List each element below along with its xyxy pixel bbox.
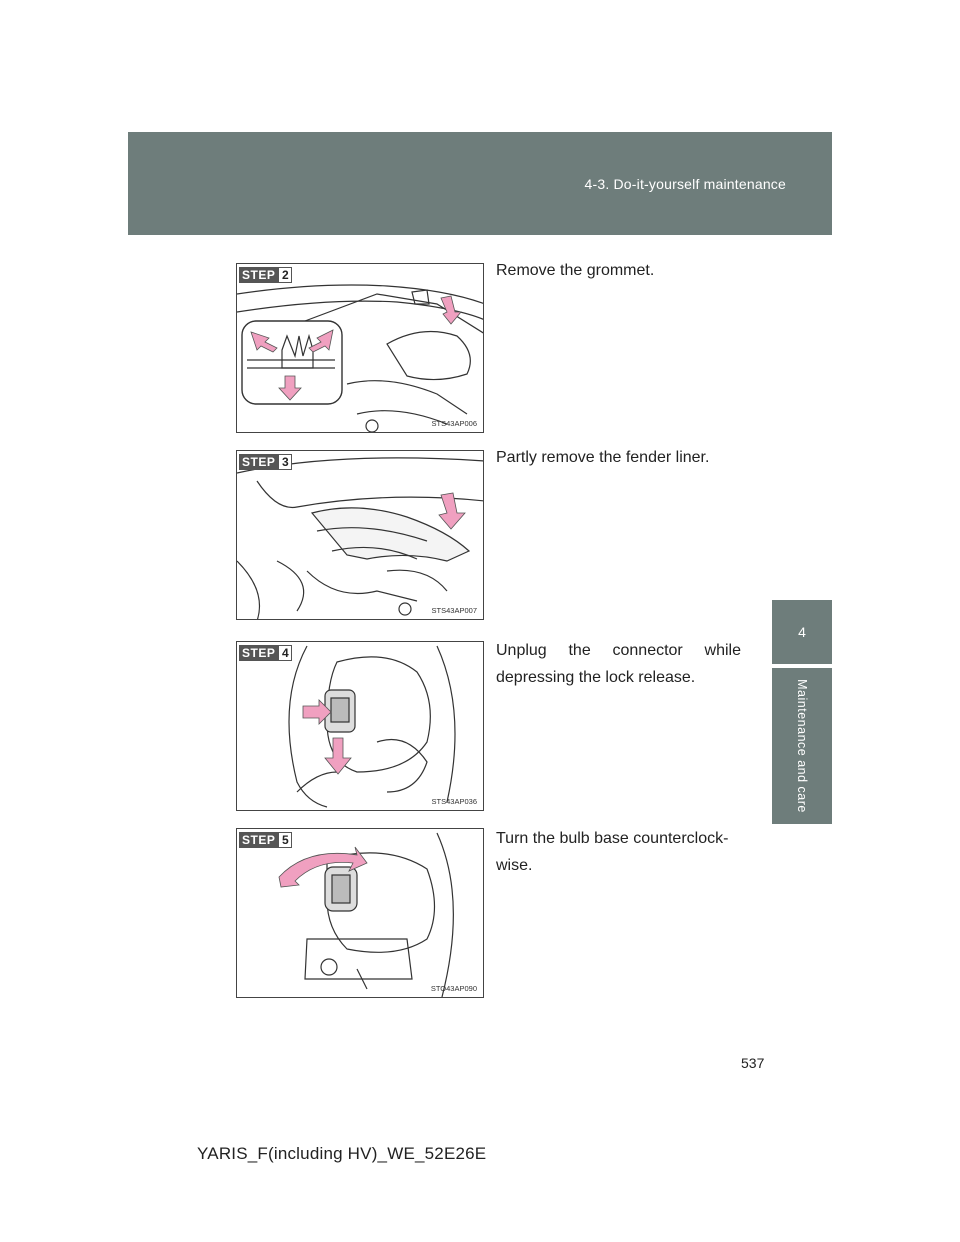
step-5-text: Turn the bulb base counterclock-wise. xyxy=(496,830,729,874)
figure-step-2 xyxy=(236,263,484,433)
chapter-tab-label-text: Maintenance and care xyxy=(795,679,809,813)
step-badge xyxy=(239,267,292,283)
bulb-base-illustration xyxy=(237,829,484,998)
step-3-text: Partly remove the fender liner. xyxy=(496,449,710,466)
step-2-text: Remove the grommet. xyxy=(496,262,655,279)
step-badge xyxy=(239,832,292,848)
step-number: 3 xyxy=(278,454,292,470)
step-number: 4 xyxy=(278,645,292,661)
page-number: 537 xyxy=(741,1055,765,1071)
figure-step-3 xyxy=(236,450,484,620)
step-4-text: Unplug the connector while depressing the lock release. xyxy=(496,642,741,686)
chapter-tab-label[interactable] xyxy=(772,668,832,824)
chapter-tab-number[interactable]: 4 xyxy=(772,600,832,664)
step-number: 5 xyxy=(278,832,292,848)
step-label: STEP xyxy=(239,645,278,661)
fender-liner-illustration xyxy=(237,451,484,620)
figure-step-5 xyxy=(236,828,484,998)
figure-code: STS43AP007 xyxy=(431,606,477,615)
figure-step-4 xyxy=(236,641,484,811)
figure-code: STO43AP090 xyxy=(430,984,477,993)
footer-document-code: YARIS_F(including HV)_WE_52E26E xyxy=(197,1144,487,1163)
step-label: STEP xyxy=(239,454,278,470)
header-band xyxy=(128,132,832,235)
step-badge xyxy=(239,454,292,470)
step-label: STEP xyxy=(239,832,278,848)
step-badge xyxy=(239,645,292,661)
step-label: STEP xyxy=(239,267,278,283)
figure-code: STS43AP006 xyxy=(431,419,477,428)
grommet-illustration xyxy=(237,264,484,433)
figure-code: STS43AP036 xyxy=(431,797,477,806)
connector-illustration xyxy=(237,642,484,811)
step-number: 2 xyxy=(278,267,292,283)
section-title: 4-3. Do-it-yourself maintenance xyxy=(584,176,786,192)
